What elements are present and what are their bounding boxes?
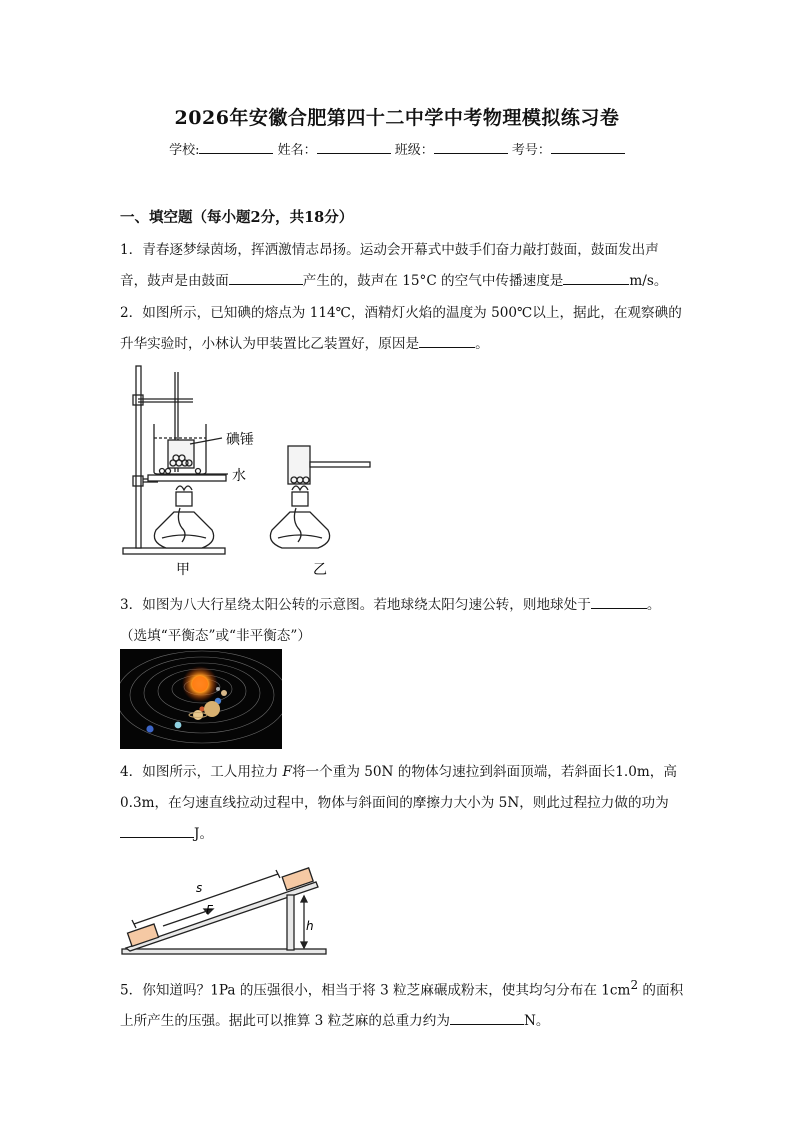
q3-text-b: 。	[646, 597, 661, 613]
lamp-wick-b	[292, 492, 308, 506]
q2-text-a: 升华实验时，小林认为甲装置比乙装置好，原因是	[120, 336, 420, 352]
lamp-wick-a	[176, 492, 192, 506]
label-h: h	[306, 919, 314, 933]
stand-base	[123, 548, 225, 554]
planet	[216, 687, 220, 691]
q5-answer-blank[interactable]	[450, 1011, 524, 1025]
q1-text-b: 产生的，鼓声在 15°C 的空气中传播速度是	[302, 273, 564, 289]
planet	[175, 722, 182, 729]
student-info-line	[0, 139, 794, 158]
label-s: s	[196, 881, 203, 895]
ground	[122, 949, 326, 954]
q4-force-symbol: F	[282, 764, 292, 780]
q2-line1: 2．如图所示，已知碘的熔点为 114℃，酒精灯火焰的温度为 500℃以上，据此，在观察碘的	[120, 305, 682, 321]
label-setup-a: 甲	[176, 562, 190, 578]
class-label: 班级：	[394, 143, 434, 158]
q4-answer-blank[interactable]	[120, 824, 194, 838]
q1-text-a: 音，鼓声是由鼓面	[120, 273, 229, 289]
stand-rod	[136, 366, 141, 548]
label-iodine-tube: 碘锤	[226, 432, 254, 448]
class-blank[interactable]	[434, 141, 508, 154]
name-blank[interactable]	[317, 141, 391, 154]
q3-text-a: 3．如图为八大行星绕太阳公转的示意图。若地球绕太阳匀速公转，则地球处于	[120, 597, 591, 613]
planet-saturn	[193, 710, 203, 720]
q5-line2	[120, 1009, 549, 1029]
q5-text-d: N。	[523, 1013, 550, 1029]
support-post	[287, 895, 294, 950]
q2-line2	[120, 332, 489, 352]
q3-answer-blank[interactable]	[591, 595, 647, 609]
q1-line1: 1．青春逐梦绿茵场，挥洒激情志昂扬。运动会开幕式中鼓手们奋力敲打鼓面，鼓面发出声	[120, 242, 659, 258]
name-label: 姓名：	[277, 143, 317, 158]
q4-line1	[120, 760, 677, 780]
incline-figure	[118, 852, 328, 962]
tube-holder	[310, 462, 370, 467]
label-water: 水	[232, 468, 246, 484]
q4-text-a: 4．如图所示，工人用拉力	[120, 764, 283, 780]
school-label: 学校:	[169, 143, 200, 158]
section-heading: 一、填空题（每小题2分，共18分）	[120, 209, 354, 226]
q1-line2	[120, 269, 667, 289]
q1-text-c: m/s。	[629, 273, 668, 289]
q1-answer-blank-1[interactable]	[229, 271, 303, 285]
q5-text-a: 5．你知道吗？1Pa 的压强很小，相当于将 3 粒芝麻碾成粉末，使其均匀分布在 1cm	[120, 982, 631, 999]
q4-text-c: J。	[194, 826, 214, 842]
school-blank[interactable]	[199, 141, 273, 154]
q5-line1	[120, 978, 683, 999]
q2-text-b: 。	[475, 336, 489, 352]
q4-text-b: 将一个重为 50N 的物体匀速拉到斜面顶端，若斜面长1.0m，高	[291, 764, 677, 780]
planet-jupiter	[204, 701, 220, 717]
q5-text-c: 上所产生的压强。据此可以推算 3 粒芝麻的总重力约为	[120, 1013, 450, 1029]
q5-text-b: 的面积	[638, 982, 684, 999]
iodine-apparatus-figure	[118, 362, 378, 582]
q5-superscript: 2	[630, 978, 639, 992]
exam-no-label: 考号：	[511, 143, 551, 158]
gauze-plate	[148, 475, 226, 481]
label-setup-b: 乙	[313, 562, 327, 578]
q4-line2: 0.3m，在匀速直线拉动过程中，物体与斜面间的摩擦力大小为 5N，则此过程拉力做的功为	[120, 795, 669, 811]
solar-system-image	[120, 649, 282, 749]
q3-line1	[120, 593, 660, 613]
label-F: F	[206, 903, 213, 917]
q1-answer-blank-2[interactable]	[563, 271, 629, 285]
q3-line2: （选填“平衡态”或“非平衡态”）	[120, 628, 311, 644]
q4-line3	[120, 822, 213, 842]
q2-answer-blank[interactable]	[419, 334, 475, 348]
page-title: 2026年安徽合肥第四十二中学中考物理模拟练习卷	[174, 107, 620, 129]
planet	[221, 690, 227, 696]
exam-no-blank[interactable]	[551, 141, 625, 154]
planet	[146, 725, 153, 732]
